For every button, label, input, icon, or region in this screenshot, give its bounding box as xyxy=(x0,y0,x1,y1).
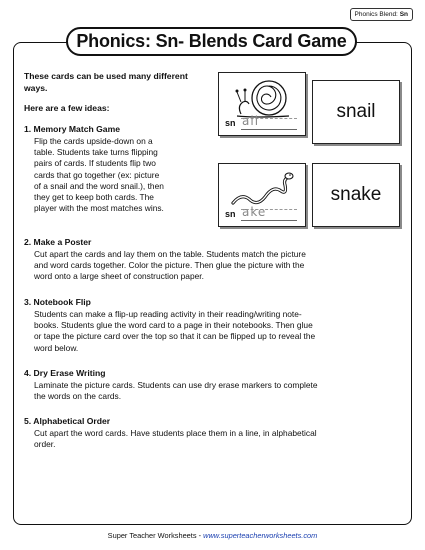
item-body-dry-erase: Laminate the picture cards. Students can use dry erase markers to complete the words on the cards. xyxy=(34,380,318,402)
snake-picture-card: sn ake xyxy=(218,163,306,227)
item-heading-memory-match: 1. Memory Match Game xyxy=(24,124,120,134)
intro-text: These cards can be used many different ways. xyxy=(24,71,188,93)
footer-website-link[interactable]: www.superteacherworksheets.com xyxy=(203,531,318,540)
item-body-alphabetical-order: Cut apart the word cards. Have students place them in a line, in alphabetical order. xyxy=(34,428,317,450)
page-footer: Super Teacher Worksheets - www.superteacherworksheets.com xyxy=(107,531,318,540)
item-body-notebook-flip: Students can make a flip-up reading activity in their reading/writing note- books. Students glue the word card to a page in their notebooks. Then glue or tape the picture card over the top so that it can be flipped up to reveal the word below. xyxy=(34,309,316,353)
intro-ideas-text: Here are a few ideas: xyxy=(24,103,110,113)
snail-picture-card: sn ail xyxy=(218,72,306,136)
item-body-make-poster: Cut apart the cards and lay them on the table. Students match the picture and word cards together. Color the picture. Then glue the picture with the word onto a large sheet of construction paper. xyxy=(34,249,306,282)
snail-icon xyxy=(227,76,299,120)
snake-word-card: snake xyxy=(312,163,400,227)
item-heading-dry-erase: 4. Dry Erase Writing xyxy=(24,368,106,378)
page-title: Phonics: Sn- Blends Card Game xyxy=(66,27,357,56)
item-heading-alphabetical-order: 5. Alphabetical Order xyxy=(24,416,111,426)
item-heading-make-poster: 2. Make a Poster xyxy=(24,237,92,247)
item-body-memory-match: Flip the cards upside-down on a table. Students take turns flipping pairs of cards. If students flip two cards that go together (ex: picture of a snail and the word snail.), then they get to keep both cards. The player with the most matches wins. xyxy=(34,136,164,214)
phonics-blend-tag: Phonics Blend: Sn xyxy=(350,8,414,21)
item-heading-notebook-flip: 3. Notebook Flip xyxy=(24,297,91,307)
snail-word-card: snail xyxy=(312,80,400,144)
